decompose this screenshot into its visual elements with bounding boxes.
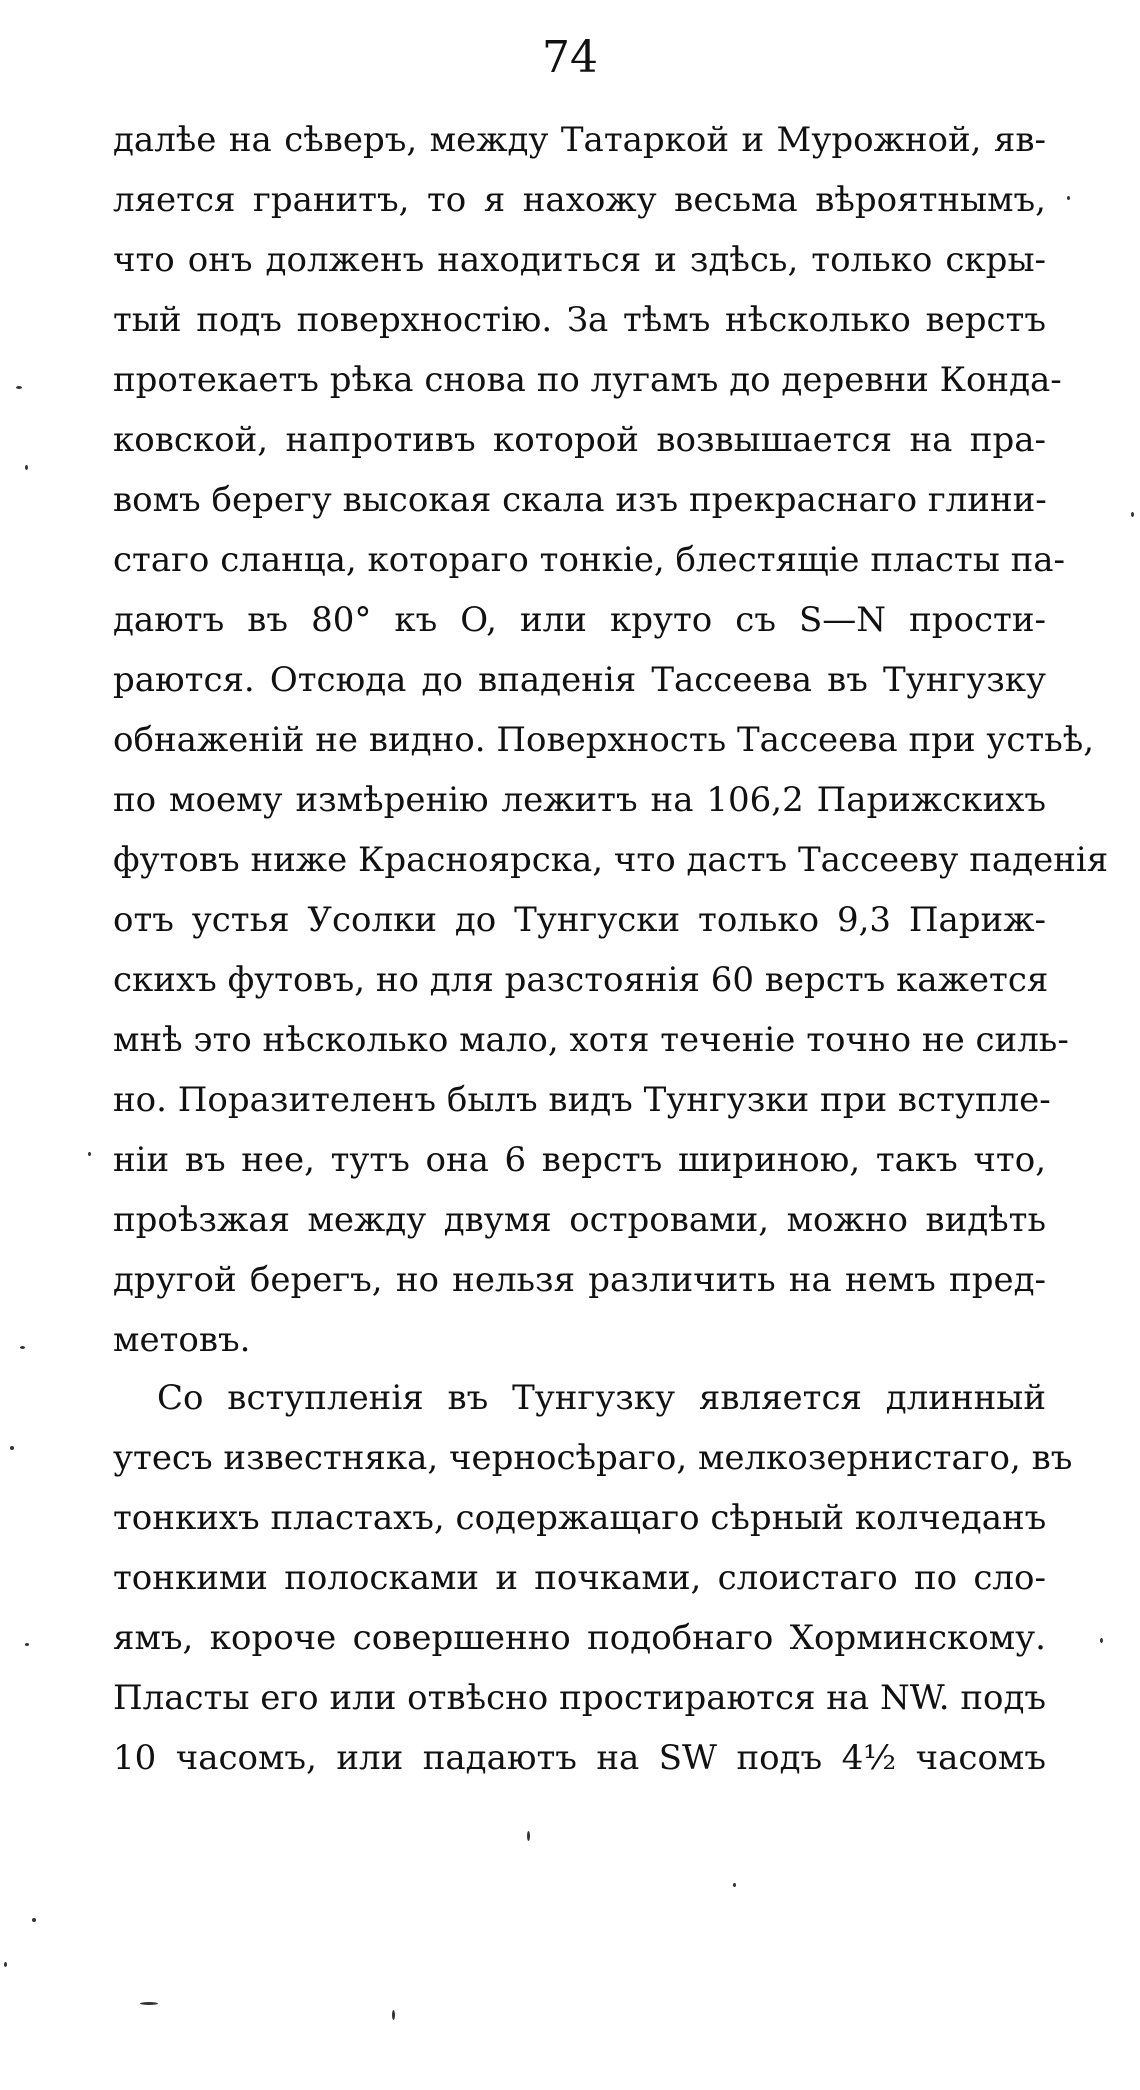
scan-speck	[25, 465, 28, 470]
text-line: ніи въ нее, тутъ она 6 верстъ шириною, такъ что,	[113, 1140, 1046, 1180]
text-line: отъ устья Усолки до Тунгуски только 9,3 Париж-	[113, 900, 1046, 940]
scan-speck	[1067, 196, 1070, 200]
scan-speck	[392, 2010, 395, 2020]
page-number: 74	[542, 32, 598, 83]
text-line: другой берегъ, но нельзя различить на немъ пред-	[113, 1260, 1046, 1300]
scan-speck	[10, 1446, 14, 1450]
text-line: утесъ известняка, черносѣраго, мелкозернистаго, въ	[113, 1438, 1073, 1478]
text-line: но. Поразителенъ былъ видъ Тунгузки при вступле-	[113, 1080, 1051, 1120]
text-line: метовъ.	[113, 1320, 251, 1360]
scan-speck	[140, 2002, 158, 2005]
text-line: даютъ въ 80° къ O, или круто съ S—N прости-	[113, 600, 1046, 640]
text-line: тонкихъ пластахъ, содержащаго сѣрный колчеданъ	[113, 1498, 1047, 1538]
scan-speck	[25, 1643, 29, 1646]
text-line: протекаетъ рѣка снова по лугамъ до деревни Конда-	[113, 360, 1062, 400]
text-line: скихъ футовъ, но для разстоянія 60 верстъ кажется	[113, 960, 1049, 1000]
text-line: Пласты его или отвѣсно простираются на NW. подъ	[113, 1678, 1047, 1718]
text-line: Со вступленія въ Тунгузку является длинный	[157, 1378, 1046, 1418]
text-line: тый подъ поверхностію. За тѣмъ нѣсколько верстъ	[113, 300, 1046, 340]
text-line: ямъ, короче совершенно подобнаго Хорминскому.	[113, 1618, 1046, 1658]
text-line: раются. Отсюда до впаденія Тассеева въ Тунгузку	[113, 660, 1046, 700]
text-line: по моему измѣренію лежитъ на 106,2 Парижскихъ	[113, 780, 1046, 820]
text-line: что онъ долженъ находиться и здѣсь, только скры-	[113, 240, 1046, 280]
text-line: футовъ ниже Красноярска, что дастъ Тассееву паденія	[113, 840, 1109, 880]
text-line: вомъ берегу высокая скала изъ прекраснаго глини-	[113, 480, 1047, 520]
text-line: 10 часомъ, или падаютъ на SW подъ 4½ часомъ	[113, 1738, 1046, 1778]
text-line: мнѣ это нѣсколько мало, хотя теченіе точно не силь-	[113, 1020, 1069, 1060]
scan-speck	[20, 1346, 25, 1349]
scan-speck	[527, 1831, 530, 1841]
paragraph-1	[113, 110, 1109, 1370]
text-line: ковской, напротивъ которой возвышается на пра-	[113, 420, 1046, 460]
scan-speck	[733, 1883, 736, 1887]
scan-speck	[1131, 512, 1134, 517]
paragraph-2	[113, 1368, 1073, 1788]
scan-speck	[16, 386, 22, 389]
scan-speck	[4, 1962, 7, 1967]
scan-speck	[32, 1918, 36, 1922]
text-line: стаго сланца, котораго тонкіе, блестящіе пласты па-	[113, 540, 1066, 580]
text-line: тонкими полосками и почками, слоистаго по сло-	[113, 1558, 1046, 1598]
text-line: проѣзжая между двумя островами, можно видѣть	[113, 1200, 1046, 1240]
text-line: далѣе на сѣверъ, между Татаркой и Мурожной, яв-	[113, 120, 1046, 160]
scan-speck	[1100, 1638, 1103, 1643]
text-line: обнаженій не видно. Поверхность Тассеева при устьѣ,	[113, 720, 1095, 760]
scan-speck	[88, 1152, 91, 1156]
text-line: ляется гранитъ, то я нахожу весьма вѣроятнымъ,	[113, 180, 1046, 220]
